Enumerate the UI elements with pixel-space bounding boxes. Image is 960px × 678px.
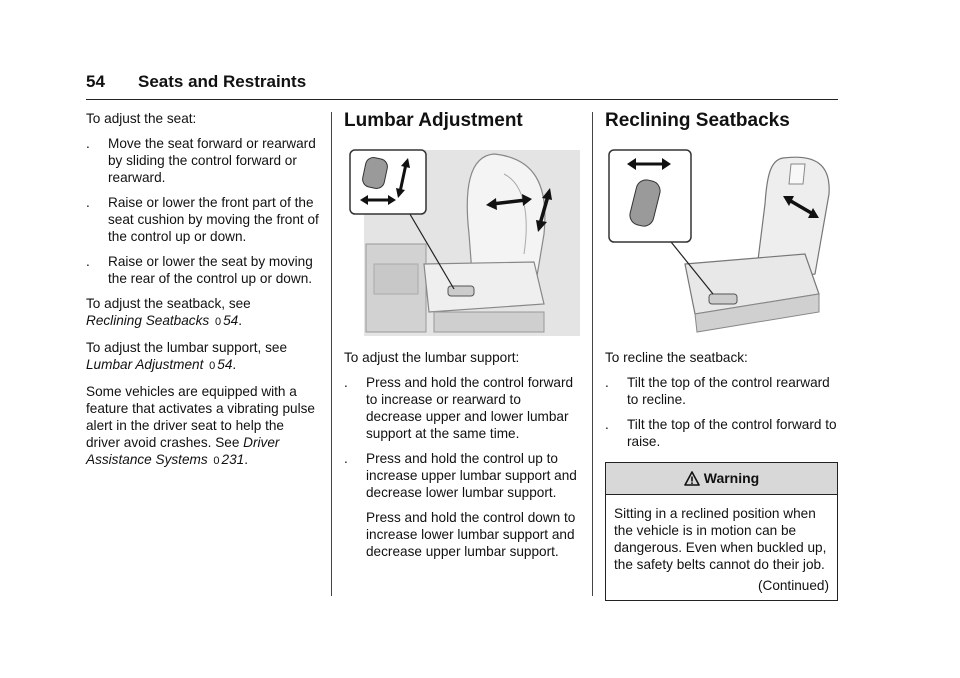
warning-header <box>606 463 837 495</box>
reclining-heading: Reclining Seatbacks <box>605 110 790 131</box>
link-driver-assistance[interactable]: Driver Assistance Systems <box>86 435 280 467</box>
lumbar-illustration <box>344 144 580 336</box>
reclining-illustration <box>605 144 841 336</box>
seat-intro: To adjust the seat: <box>86 111 197 126</box>
list-item: . Tilt the top of the control rearward to recline. <box>605 375 830 407</box>
warning-triangle-icon <box>684 471 700 487</box>
vibrate-alert-paragraph: Some vehicles are equipped with a feature that activates a vibrating pulse alert in the driver seat to help the driver avoid crashes. See Driver Assistance Systems 0 231. <box>86 384 315 467</box>
section-title: Seats and Restraints <box>138 72 307 91</box>
warning-text: Sitting in a reclined position when the vehicle is in motion can be dangerous. Even when buckled up, the safety belts cannot do their job. <box>614 506 827 572</box>
list-item: . Move the seat forward or rearward by sliding the control forward or rearward. <box>86 136 316 185</box>
page-header <box>86 72 838 100</box>
column-divider-2 <box>592 112 593 596</box>
seatback-reference: To adjust the seatback, see Reclining Seatbacks 0 54. <box>86 296 251 328</box>
column-seat-adjust <box>86 110 321 478</box>
list-item: . Tilt the top of the control forward to raise. <box>605 417 837 449</box>
list-item: . Raise or lower the seat by moving the rear of the control up or down. <box>86 254 313 286</box>
page-ref-icon: 0 <box>214 316 222 328</box>
page-ref-icon: 0 <box>213 455 220 467</box>
warning-body <box>606 495 837 600</box>
link-reclining-seatbacks[interactable]: Reclining Seatbacks <box>86 313 210 328</box>
column-divider-1 <box>331 112 332 596</box>
page-ref-icon: 0 <box>209 360 216 372</box>
list-item: . Press and hold the control forward to increase or rearward to decrease upper and lower lumbar support at the same time. <box>344 375 574 441</box>
list-item: . Raise or lower the front part of the seat cushion by moving the front of the control up or down. <box>86 195 319 244</box>
link-lumbar-adjustment[interactable]: Lumbar Adjustment <box>86 357 204 372</box>
continued-label: (Continued) <box>757 578 829 593</box>
recline-intro: To recline the seatback: <box>605 350 748 365</box>
list-item: . Press and hold the control up to increase upper lumbar support and decrease lower lumbar support. <box>344 451 577 500</box>
lumbar-heading: Lumbar Adjustment <box>344 110 523 131</box>
lumbar-sub-paragraph: Press and hold the control down to increase lower lumbar support and decrease upper lumbar support. <box>366 510 576 559</box>
page-number: 54 <box>86 72 105 91</box>
lumbar-intro: To adjust the lumbar support: <box>344 350 520 365</box>
column-lumbar <box>344 110 580 568</box>
warning-box <box>605 462 838 601</box>
column-reclining <box>605 110 840 601</box>
warning-title: Warning <box>703 470 760 486</box>
lumbar-reference: To adjust the lumbar support, see Lumbar Adjustment 0 54. <box>86 340 287 372</box>
